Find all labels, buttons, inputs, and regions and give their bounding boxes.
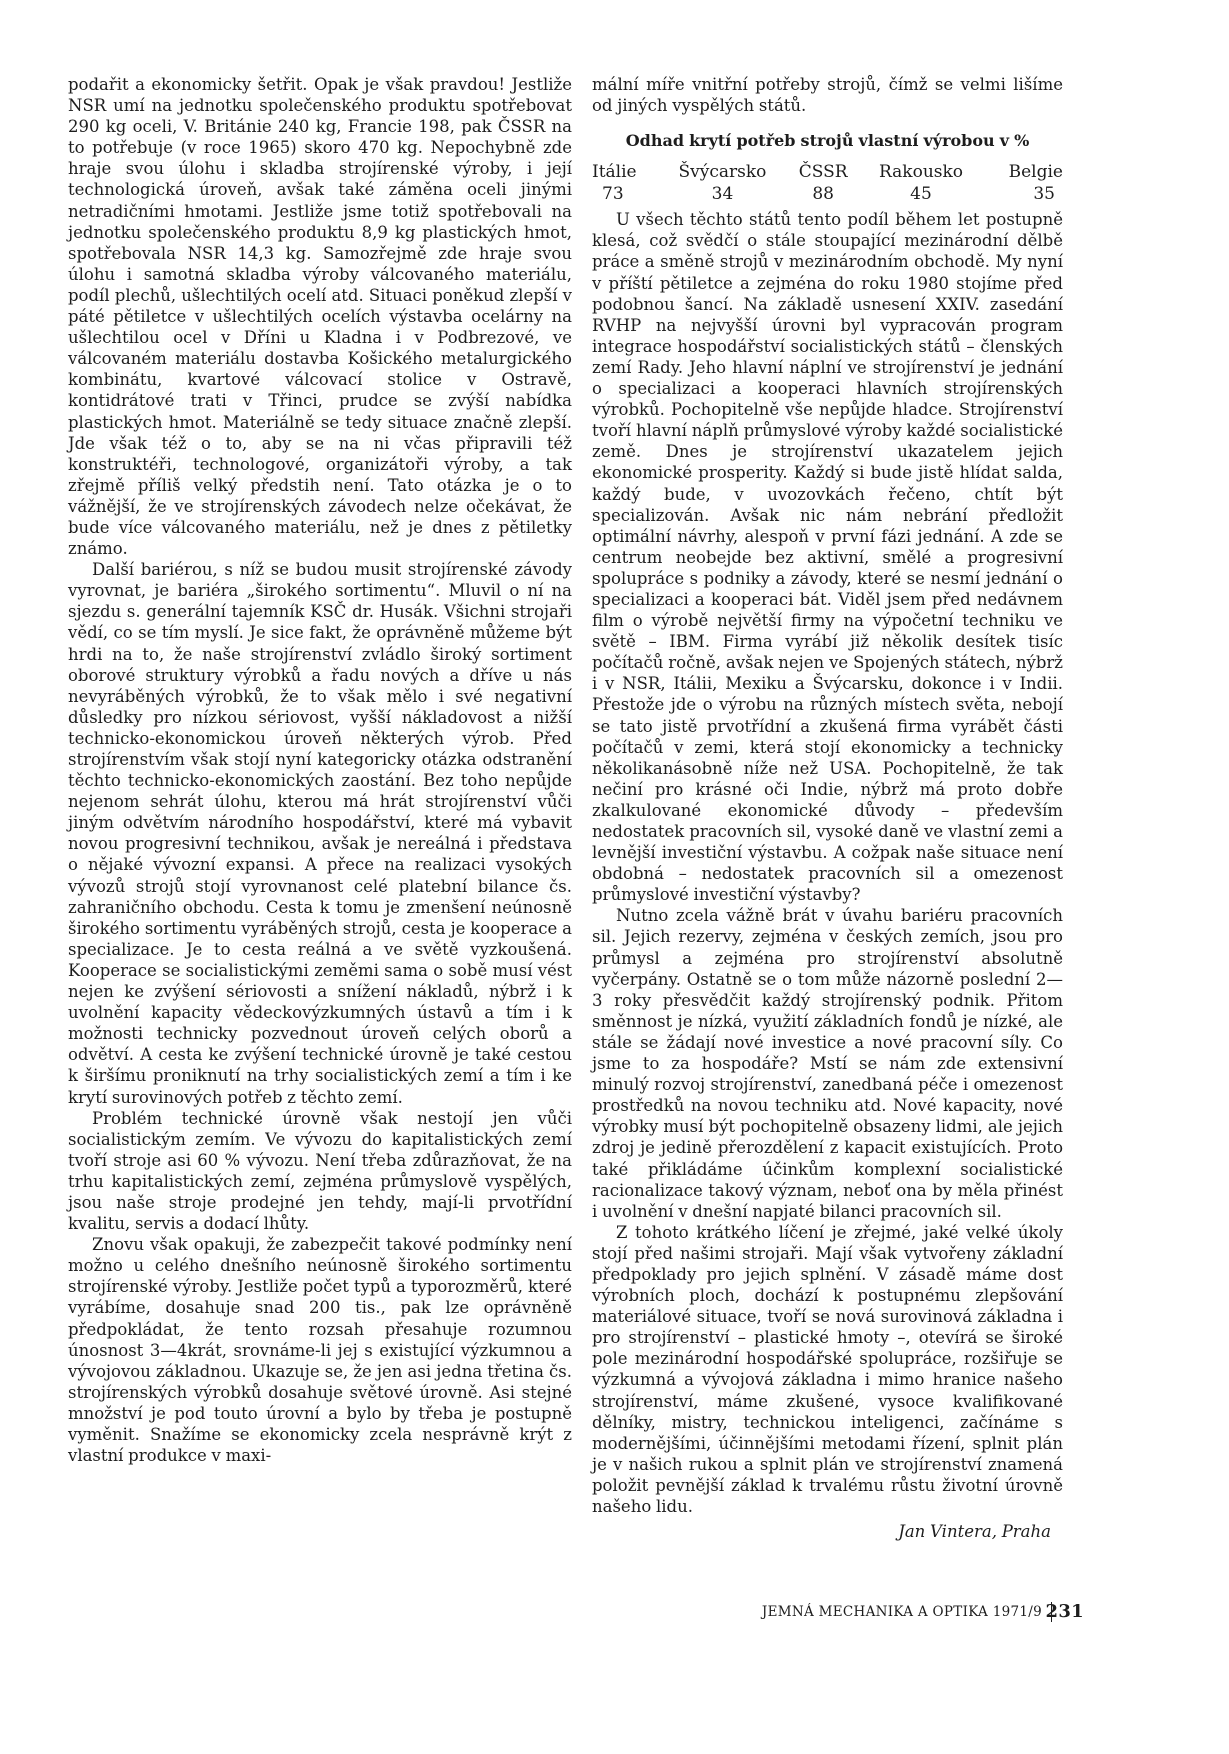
- coverage-table: [592, 161, 1063, 205]
- journal-name: JEMNÁ MECHANIKA A OPTIKA 1971/9: [761, 1604, 1042, 1620]
- paragraph: Znovu však opakuji, že zabezpečit takové podmínky není možno u celého dnešního neúnosně širokého sortimentu strojírenské výroby. Jestliže počet typů a typorozměrů, které vyrábíme, dosahuje snad 200 tis., pak lze oprávněně předpokládat, že tento rozsah přesahuje rozumnou únosnost 3—4krát, srovnáme-li jej s existující výzkumnou a vývojovou základnou. Ukazuje se, že jen asi jedna třetina čs. strojírenských výrobků dosahuje světové úrovně. Asi stejné množství je pod touto úrovní a bylo by třeba je postupně vyměnit. Snažíme se ekonomicky zcela nesprávně krýt z vlastní produkce v maxi-: [68, 1235, 572, 1466]
- author-signature: Jan Vintera, Praha: [898, 1522, 1051, 1542]
- page-number: 231: [1045, 1601, 1084, 1622]
- table-cell: 88: [812, 184, 834, 205]
- table-cell: 35: [1033, 184, 1055, 205]
- table-cell: 73: [602, 184, 624, 205]
- table-cell: Švýcarsko: [678, 162, 767, 183]
- paragraph: Z tohoto krátkého líčení je zřejmé, jaké velké úkoly stojí před našimi strojaři. Mají však vytvořeny základní předpoklady pro jejich splnění. V zásadě máme dost výrobních ploch, dochází k postupnému zlepšování materiálové situace, tvoří se nová surovinová základna i pro strojírenství – plastické hmoty –, otevírá se široké pole mezinárodní hospodářské spolupráce, rozšiřuje se výzkumná a vývojová základna i mimo hranice našeho strojírenství, máme zkušené, vysoce kvalifikované dělníky, mistry, technickou inteligenci, začínáme s modernějšími, účinnějšími metodami řízení, splnit plán je v našich rukou a splnit plán ve strojírenství znamená položit pevnější základ k trvalému růstu životní úrovně našeho lidu.: [592, 1222, 1063, 1516]
- left-column: [68, 74, 572, 1466]
- paragraph: Další bariérou, s níž se budou musit strojírenské závody vyrovnat, je bariéra „širokého sortimentu“. Mluvil o ní na sjezdu s. generální tajemník KSČ dr. Husák. Všichni strojaři vědí, co se tím myslí. Je sice fakt, že oprávněně můžeme být hrdi na to, že naše strojírenství zvládlo široký sortiment oborové struktury výrobků a řadu nových a dříve u nás nevyráběných výrobků, že to však mělo i své negativní důsledky pro nízkou sériovost, vyšší nákladovost a nižší technicko-ekonomickou úroveň některých výrob. Před strojírenstvím však stojí nyní kategoricky otázka odstranění těchto technicko-ekonomických zaostání. Bez toho nepůjde nejenom sehrát úlohu, kterou má hrát strojírenství vůči jiným odvětvím národního hospodářství, které má vybavit novou progresivní technikou, avšak je nereálná i představa o nějaké vývozní expansi. A přece na realizaci vysokých vývozů strojů stojí vyrovnanost celé platební bilance čs. zahraničního obchodu. Cesta k tomu je zmenšení neúnosně širokého sortimentu vyráběných strojů, cesta je kooperace a specializace. Je to cesta reálná a ve světě vyzkoušená. Kooperace se socialistickými zeměmi sama o sobě musí vést nejen ke zvýšení sériovosti a snížení nákladů, nýbrž i k uvolnění kapacity vědeckovýzkumných ústavů a tím i k možnosti technicky pozvednout úroveň celých oborů a odvětví. A cesta ke zvýšení technické úrovně je také cestou k širšímu proniknutí na trhy socialistických zemí a tím i ke krytí surovinových potřeb z těchto zemí.: [68, 560, 572, 1107]
- paragraph: Nutno zcela vážně brát v úvahu bariéru pracovních sil. Jejich rezervy, zejména v českých zemích, jsou pro průmysl a zejména pro strojírenství absolutně vyčerpány. Ostatně se o tom může názorně poslední 2—3 roky přesvědčit každý strojírenský podnik. Přitom směnnost je nízká, využití základních fondů je nízké, ale stále se žádají nové investice a nové pracovní síly. Co jsme to za hospodáře? Mstí se nám zde extensivní minulý rozvoj strojírenství, zanedbaná péče i omezenost prostředků na novou techniku atd. Nové kapacity, nové výrobky musí být pochopitelně obsazeny lidmi, ale jejich zdroj je jedině přerozdělení z kapacit existujících. Proto také přikládáme účinkům komplexní socialistické racionalizace takový význam, neboť ona by měla přinést i uvolnění v dnešní napjaté bilanci pracovních sil.: [592, 906, 1063, 1221]
- table-cell: Belgie: [1008, 162, 1063, 183]
- table-header-row: [592, 161, 1063, 183]
- paragraph: Problém technické úrovně však nestojí jen vůči socialistickým zemím. Ve vývozu do kapitalistických zemí tvoří stroje asi 60 % vývozu. Není třeba zdůrazňovat, že na trhu kapitalistických zemí, zejména průmyslově vyspělých, jsou naše stroje prodejné jen tehdy, mají-li prvotřídní kvalitu, servis a dodací lhůty.: [68, 1108, 572, 1234]
- table-cell: Rakousko: [878, 162, 964, 183]
- table-row: [592, 183, 1063, 205]
- paragraph: podařit a ekonomicky šetřit. Opak je však pravdou! Jestliže NSR umí na jednotku společenského produktu spotřebovat 290 kg oceli, V. Británie 240 kg, Francie 198, pak ČSSR na to potřebuje (v roce 1965) skoro 470 kg. Nepochybně zde hraje svou úlohu i skladba strojírenské výroby, i její technologická úroveň, avšak také záměna oceli jinými netradičními hmotami. Jestliže jsme totiž spotřebovali na jednotku společenského produktu 8,9 kg plastických hmot, spotřebovala NSR 14,3 kg. Samozřejmě zde hraje svou úlohu i samotná skladba výroby válcovaného materiálu, podíl plechů, ušlechtilých ocelí atd. Situaci poněkud zlepší v páté pětiletce v ušlechtilých ocelích výstavba ocelárny na ušlechtilou ocel v Dříni u Kladna i v Podbrezové, ve válcovaném materiálu dostavba Košického metalurgického kombinátu, kvartové válcovací stolice v Ostravě, kontidrátové trati v Třinci, prudce se zvýší nabídka plastických hmot. Materiálně se tedy situace značně zlepší. Jde však též o to, aby se na ni včas připravili též konstruktéři, technologové, organizátoři výroby, a tak zřejmě příliš velký předstih není. Tato otázka je o to vážnější, že ve strojírenských závodech nelze očekávat, že bude více válcovaného materiálu, než je dnes z pětiletky známo.: [68, 75, 572, 559]
- table-title: Odhad krytí potřeb strojů vlastní výrobou v %: [625, 131, 1030, 151]
- paragraph: mální míře vnitřní potřeby strojů, čímž se velmi lišíme od jiných vyspělých států.: [592, 75, 1063, 116]
- table-cell: ČSSR: [798, 162, 848, 183]
- table-cell: 45: [910, 184, 932, 205]
- paragraph: U všech těchto států tento podíl během let postupně klesá, což svědčí o stále stoupající mezinárodní dělbě práce a směně strojů v mezinárodním obchodě. My nyní v příští pětiletce a zejména do roku 1980 stojíme před podobnou šancí. Na základě usnesení XXIV. zasedání RVHP na nejvyšší úrovni byl vypracován program integrace hospodářství socialistických států – členských zemí Rady. Jeho hlavní náplní ve strojírenství je jednání o specializaci a kooperaci hlavních strojírenských výrobků. Pochopitelně vše nepůjde hladce. Strojírenství tvoří hlavní náplň průmyslové výroby každé socialistické země. Dnes je strojírenství ukazatelem jejich ekonomické prosperity. Každý si bude jistě hlídat salda, každý bude, v uvozovkách řečeno, chtít být specializován. Avšak nic nám nebrání předložit optimální návrhy, alespoň v první fázi jednání. A zde se centrum neobejde bez aktivní, smělé a progresivní spolupráce s podniky a závody, které se nesmí jednání o specializaci a kooperaci bát. Viděl jsem před nedávnem film o výrobě největší firmy na výpočetní techniku ve světě – IBM. Firma vyrábí již několik desítek tisíc počítačů ročně, avšak nejen ve Spojených státech, nýbrž i v NSR, Itálii, Mexiku a Švýcarsku, dokonce i v Indii. Přestože jde o výrobu na různých místech světa, nebojí se tato jistě prvotřídní a zkušená firma vyrábět části počítačů v zemi, která stojí ekonomicky a technicky několikanásobně níže než USA. Pochopitelně, že tak nečiní pro krásné oči Indie, nýbrž má proto dobře zkalkulované ekonomické důvody – především nedostatek pracovních sil, vysoké daně ve vlastní zemi a levnější investiční výstavbu. A cožpak naše situace není obdobná – nedostatek pracovních sil a omezenost průmyslové investiční výstavby?: [592, 210, 1063, 905]
- table-cell: 34: [711, 184, 734, 205]
- right-column: [592, 74, 1063, 1542]
- table-cell: Itálie: [592, 162, 637, 183]
